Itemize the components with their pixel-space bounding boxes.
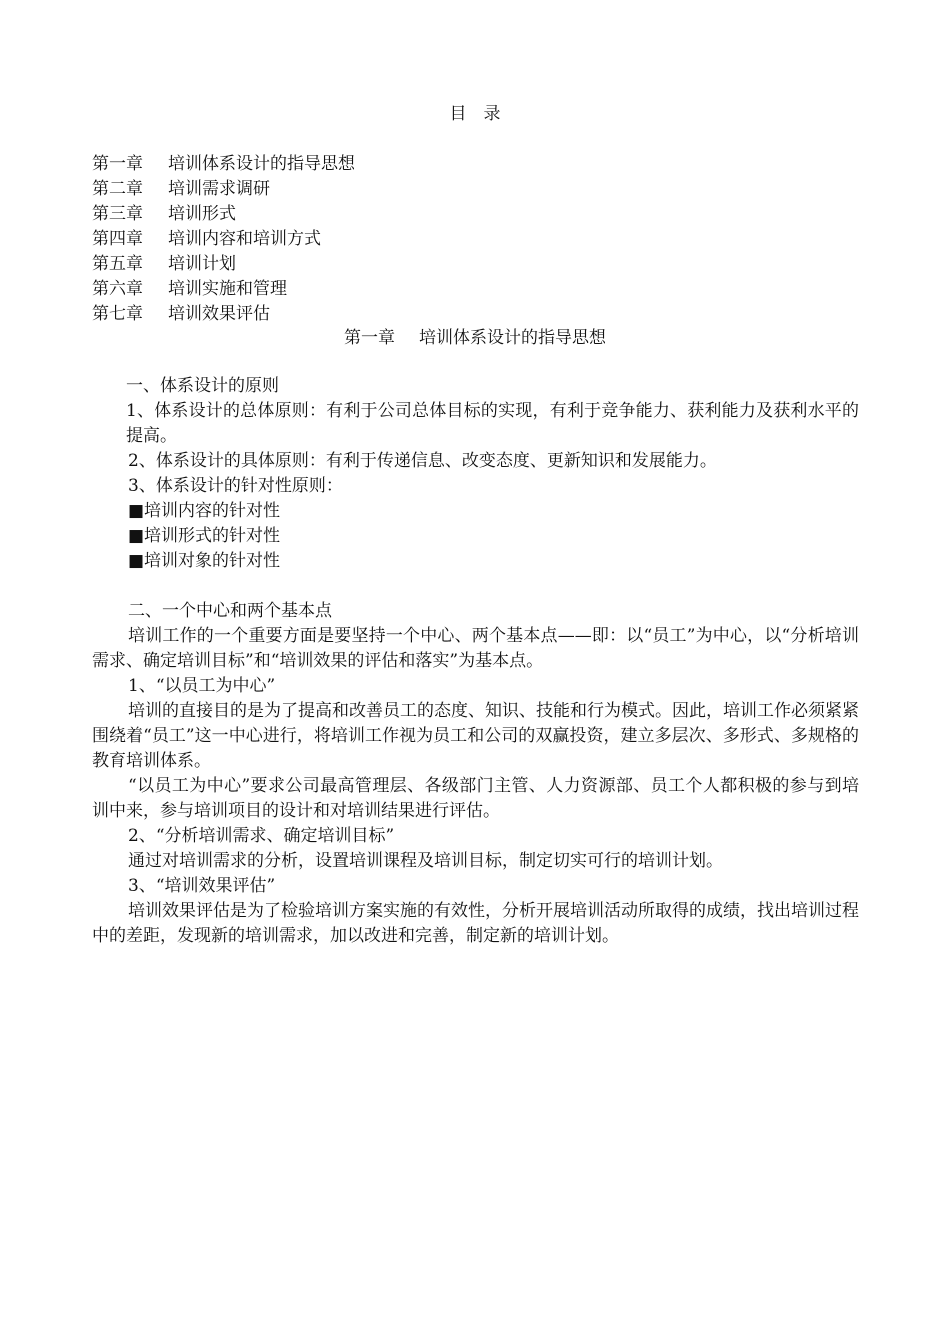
toc-item[interactable] — [92, 202, 872, 227]
toc-chapter: 第三章 — [92, 204, 143, 224]
section-heading: 二、一个中心和两个基本点 — [128, 601, 332, 621]
paragraph: 2、体系设计的具体原则：有利于传递信息、改变态度、更新知识和发展能力。 — [128, 451, 717, 471]
paragraph: 培训的直接目的是为了提高和改善员工的态度、知识、技能和行为模式。因此，培训工作必须紧紧围绕着“员工”这一中心进行，将培训工作视为员工和公司的双赢投资，建立多层次、多形式、多规格的教育培训体系。 — [92, 701, 859, 771]
toc-item[interactable] — [92, 227, 872, 252]
toc-title-text: 培训体系设计的指导思想 — [168, 154, 355, 174]
paragraph: 培训工作的一个重要方面是要坚持一个中心、两个基本点——即：以“员工”为中心，以“分析培训需求、确定培训目标”和“培训效果的评估和落实”为基本点。 — [92, 626, 859, 671]
chapter-label: 第一章 — [344, 328, 395, 348]
toc-title: 目 录 — [449, 104, 501, 124]
toc-chapter: 第四章 — [92, 229, 143, 249]
chapter-body — [92, 374, 859, 949]
toc-chapter: 第七章 — [92, 304, 143, 324]
toc-title-text: 培训形式 — [168, 204, 236, 224]
toc-title-text: 培训效果评估 — [168, 304, 270, 324]
toc-title-text: 培训需求调研 — [168, 179, 270, 199]
paragraph: 3、体系设计的针对性原则： — [128, 476, 343, 496]
chapter-heading — [0, 326, 950, 350]
subsection-heading: 2、“分析培训需求、确定培训目标” — [128, 826, 395, 846]
toc-item[interactable] — [92, 277, 872, 302]
toc-item[interactable] — [92, 302, 872, 327]
toc-chapter: 第二章 — [92, 179, 143, 199]
paragraph: 培训效果评估是为了检验培训方案实施的有效性，分析开展培训活动所取得的成绩，找出培训过程中的差距，发现新的培训需求，加以改进和完善，制定新的培训计划。 — [92, 901, 859, 946]
bullet-item: ■培训对象的针对性 — [128, 551, 281, 571]
toc-chapter: 第六章 — [92, 279, 143, 299]
paragraph: 通过对培训需求的分析，设置培训课程及培训目标，制定切实可行的培训计划。 — [128, 851, 723, 871]
subsection-heading: 1、“以员工为中心” — [128, 676, 276, 696]
toc-item[interactable] — [92, 252, 872, 277]
table-of-contents — [92, 152, 872, 327]
toc-title-text: 培训实施和管理 — [168, 279, 287, 299]
toc-item[interactable] — [92, 152, 872, 177]
toc-chapter: 第一章 — [92, 154, 143, 174]
toc-item[interactable] — [92, 177, 872, 202]
paragraph: 1、体系设计的总体原则：有利于公司总体目标的实现，有利于竞争能力、获利能力及获利水平的提高。 — [126, 401, 859, 446]
paragraph: “以员工为中心”要求公司最高管理层、各级部门主管、人力资源部、员工个人都积极的参与到培训中来，参与培训项目的设计和对培训结果进行评估。 — [92, 776, 859, 821]
section-heading: 一、体系设计的原则 — [126, 376, 279, 396]
toc-title-text: 培训计划 — [168, 254, 236, 274]
subsection-heading: 3、“培训效果评估” — [128, 876, 276, 896]
bullet-item: ■培训形式的针对性 — [128, 526, 281, 546]
toc-title-text: 培训内容和培训方式 — [168, 229, 321, 249]
bullet-item: ■培训内容的针对性 — [128, 501, 281, 521]
toc-chapter: 第五章 — [92, 254, 143, 274]
chapter-title-text: 培训体系设计的指导思想 — [419, 328, 606, 348]
